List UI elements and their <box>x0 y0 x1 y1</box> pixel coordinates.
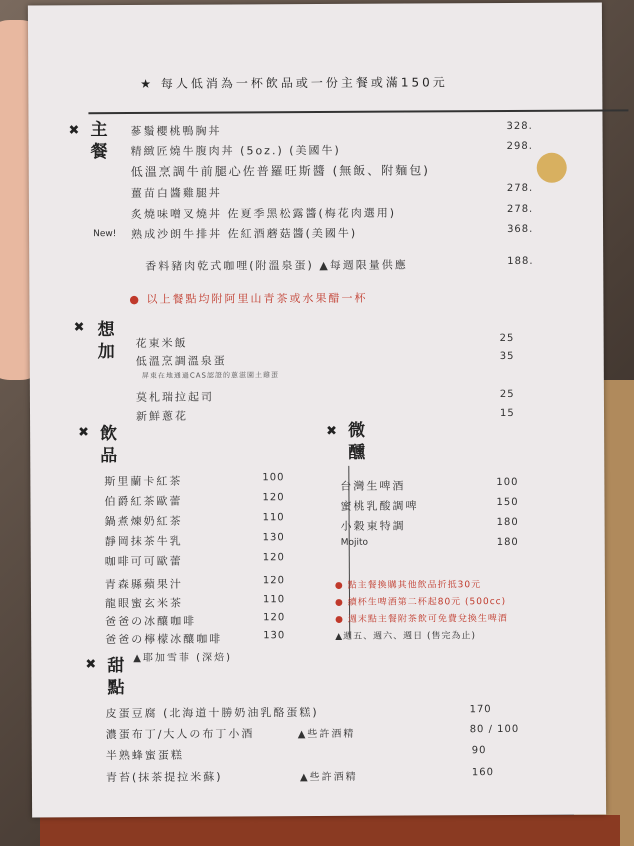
drink-price-3: 110 <box>262 512 285 524</box>
drink-item-2: 伯爵紅茶歐蕾 <box>104 494 183 509</box>
beer-price-4: 180 <box>496 536 519 549</box>
beer-note-3: ● 週末點主餐附茶飲可免費兌換生啤酒 <box>335 614 508 625</box>
main-price-4: 278. <box>506 182 534 195</box>
divider <box>88 109 628 114</box>
drink-price-6: 120 <box>262 575 286 587</box>
drink-price-2: 120 <box>262 492 285 504</box>
new-badge: New! <box>93 229 117 240</box>
main-note: ● 以上餐點均附阿里山青茶或水果醋一杯 <box>129 291 368 306</box>
section-marker-icon: ✖ <box>326 423 338 439</box>
drink-price-8: 120 <box>263 612 286 624</box>
main-item-4: 薑苗白醬雞腿丼 <box>130 186 222 200</box>
drink-price-5: 120 <box>262 552 285 564</box>
beer-price-3: 180 <box>496 516 519 529</box>
main-item-1: 蔘鬚櫻桃鴨胸丼 <box>130 124 222 138</box>
drink-item-9: 爸爸の檸檬冰釀咖啡 <box>105 632 223 647</box>
dessert-item-4: 青苔(抹茶提拉米蘇) <box>105 770 223 785</box>
addon-price-4: 15 <box>499 407 515 420</box>
drink-price-7: 110 <box>262 594 286 606</box>
drink-item-7: 龍眼蜜玄米茶 <box>104 596 184 611</box>
main-item-2: 精緻匠燒牛腹肉丼 (5oz.) (美國牛) <box>130 143 341 158</box>
beer-item-2: 蜜桃乳酸調啤 <box>340 499 419 513</box>
beer-note-2: ● 續杯生啤酒第二杯起80元 (500cc) <box>334 597 507 608</box>
drink-item-3: 鍋煮煉奶紅茶 <box>104 514 183 529</box>
coin-icon <box>537 153 567 183</box>
main-item-3: 低溫烹調牛前腿心佐普羅旺斯醬 (無飯、附麵包) <box>130 163 430 179</box>
beer-item-3: 小穀東特調 <box>340 519 406 533</box>
drink-item-1: 斯里蘭卡紅茶 <box>104 474 183 489</box>
main-price-2: 298. <box>506 140 533 153</box>
drink-item-4: 靜岡抹茶牛乳 <box>104 534 183 549</box>
dessert-price-3: 90 <box>471 745 487 757</box>
beer-title: 微 醺 <box>348 420 366 463</box>
beer-price-1: 100 <box>496 476 519 489</box>
main-item-5: 炙燒味噌叉燒丼 佐夏季黑松露醬(梅花肉選用) <box>130 206 397 221</box>
beer-item-1: 台灣生啤酒 <box>340 479 406 493</box>
dessert-item-1: 皮蛋豆腐 (北海道十勝奶油乳酪蛋糕) <box>105 705 319 721</box>
dessert-note-4: ▲些許酒精 <box>299 771 358 784</box>
section-marker-icon: ✖ <box>73 320 85 336</box>
menu-sheet <box>28 3 606 818</box>
addon-price-3: 25 <box>499 388 515 401</box>
dessert-note-2: ▲些許酒精 <box>297 728 356 741</box>
drink-item-5: 咖啡可可歐蕾 <box>104 554 183 569</box>
addon-item-3: 莫札瑞拉起司 <box>135 390 214 404</box>
food-plate <box>40 815 620 846</box>
main-price-1: 328. <box>506 120 533 133</box>
addon-item-2: 低溫烹調溫泉蛋 <box>135 354 227 368</box>
drink-item-8: 爸爸の冰釀咖啡 <box>105 614 197 629</box>
addon-item-4: 新鮮蔥花 <box>135 409 189 423</box>
main-title: 主 餐 <box>90 120 108 163</box>
drink-price-1: 100 <box>262 472 285 484</box>
egg-note: 屏東在地通過CAS認證的蔥滋園土雞蛋 <box>141 371 279 380</box>
beer-note-4: ▲週五、週六、週日 (售完為止) <box>335 631 477 642</box>
main-item-7: 香料豬肉乾式咖哩(附溫泉蛋) ▲每週限量供應 <box>145 258 408 273</box>
section-marker-icon: ✖ <box>78 425 90 441</box>
drinks-title: 飲 品 <box>100 424 118 467</box>
main-price-6: 368. <box>507 223 534 236</box>
drink-price-4: 130 <box>262 532 285 544</box>
addon-price-2: 35 <box>499 350 515 363</box>
addon-price-1: 25 <box>499 332 515 345</box>
addon-item-1: 花東米飯 <box>135 336 188 350</box>
dessert-item-3: 半熟蜂蜜蛋糕 <box>105 748 184 763</box>
dessert-price-4: 160 <box>471 767 495 779</box>
beer-item-4: Mojito <box>340 537 369 548</box>
main-price-5: 278. <box>506 203 534 216</box>
main-price-7: 188. <box>507 255 534 268</box>
beer-note-1: ● 點主餐換購其他飲品折抵30元 <box>334 580 482 591</box>
dessert-title: 甜 點 <box>107 656 125 699</box>
main-item-6: 熟成沙朗牛排丼 佐紅酒蘑菇醬(美國牛) <box>131 226 358 241</box>
section-marker-icon: ✖ <box>68 123 80 139</box>
addon-title: 想 加 <box>97 320 115 363</box>
min-charge-note: ★ 每人低消為一杯飲品或一份主餐或滿150元 <box>140 75 448 91</box>
beer-price-2: 150 <box>496 496 519 509</box>
section-marker-icon: ✖ <box>85 657 97 673</box>
drink-item-6: 青森縣蘋果汁 <box>104 577 183 592</box>
drink-price-9: 130 <box>263 630 286 642</box>
dessert-price-2: 80 / 100 <box>469 723 520 736</box>
dessert-price-1: 170 <box>469 704 492 716</box>
dessert-item-2: 濃蛋布丁/大人の布丁小酒 <box>105 727 255 742</box>
drink-extra: ▲耶加雪菲 (深焙) <box>133 652 232 664</box>
